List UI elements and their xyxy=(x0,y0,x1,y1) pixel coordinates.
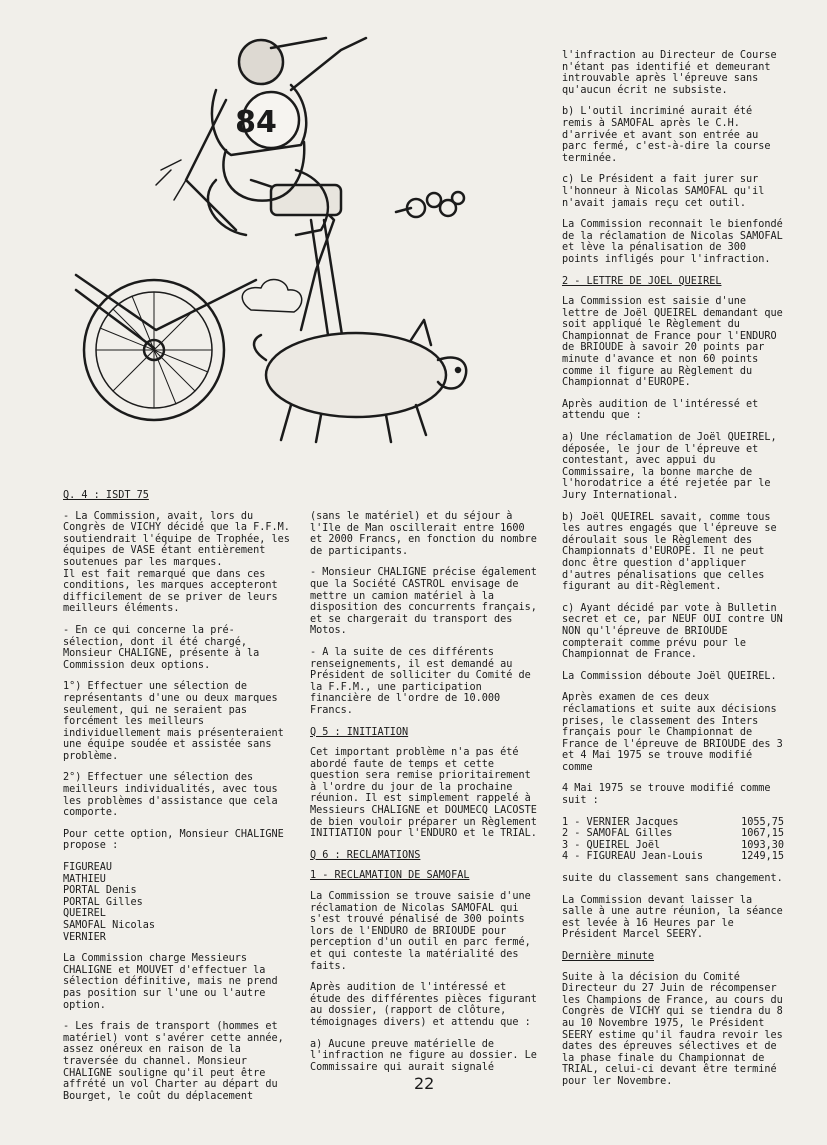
paragraph: La Commission reconnait le bienfondé de la réclamation de Nicolas SAMOFAL et lève la pénalisation de 300 points infligés pour l'infraction. xyxy=(562,219,783,265)
paragraph: - En ce qui concerne la pré-sélection, dont il été chargé, Monsieur CHALIGNE, présente à la Commission deux options. xyxy=(63,624,260,671)
paragraph: Pour cette option, Monsieur CHALIGNE propose : xyxy=(63,828,284,852)
column-right xyxy=(562,50,784,1098)
moto-cartoon-illustration xyxy=(66,30,486,450)
paragraph: suite du classement sans changement. xyxy=(562,873,783,885)
list-item: PORTAL Denis xyxy=(63,885,137,897)
paragraph: 2°) Effectuer une sélection des meilleurs individualités, avec tous les problèmes d'assistance que cela comporte. xyxy=(63,772,278,819)
column-middle xyxy=(310,511,537,1083)
ranking-name: 3 - QUEIREL Joël xyxy=(562,839,661,851)
paragraph: a) Aucune preuve matérielle de l'infraction ne figure au dossier. Le Commissaire qui aurait signalé xyxy=(310,1038,537,1073)
list-item: SAMOFAL Nicolas xyxy=(63,920,156,931)
paragraph: Après examen de ces deux réclamations et suite aux décisions prises, le classement des Inters français pour le Championnat de France de l'épreuve de BRIOUDE des 3 et 4 Mai 1975 se trouve modifié comme xyxy=(562,692,783,773)
ranking-name: 2 - SAMOFAL Gilles xyxy=(562,828,673,840)
paragraph: a) Une réclamation de Joël QUEIREL, déposée, le jour de l'épreuve et contestant, avec appui du Commissaire, la bonne marche de l'horodatrice a été rejetée par le Jury International. xyxy=(562,432,777,501)
heading-q6: Q 6 : RECLAMATIONS xyxy=(310,849,421,861)
ranking-row xyxy=(562,840,784,852)
list-item: QUEIREL xyxy=(63,908,106,920)
paragraph: La Commission se trouve saisie d'une réclamation de Nicolas SAMOFAL qui s'est trouvé pénalisé de 300 points lors de l'ENDURO de BRIOUDE pour perception d'un outil en parc fermé, et qui conteste la matérialité des faits. xyxy=(310,891,531,972)
page-number: 22 xyxy=(414,1074,435,1093)
paragraph: - Monsieur CHALIGNE précise également que la Société CASTROL envisage de mettre un camion matériel à la disposition des concurrents français, et se chargerait du transport des Motos. xyxy=(310,567,537,637)
paragraph: b) L'outil incriminé aurait été remis à SAMOFAL après le C.H. d'arrivée et avant son entrée au parc fermé, c'est-à-dire la course terminée. xyxy=(562,106,771,164)
paragraph: 4 Mai 1975 se trouve modifié comme suit : xyxy=(562,783,771,807)
ranking-list xyxy=(562,817,784,863)
heading-q4: Q. 4 : ISDT 75 xyxy=(63,490,149,501)
paragraph: b) Joël QUEIREL savait, comme tous les autres engagés que l'épreuve se déroulait sous le Règlement des Championnats d'EUROPE. Il ne peut donc être question d'appliquer d'autres pénalisations que celles figurant au dit-Règlement. xyxy=(562,511,777,593)
heading-q5: Q 5 : INITIATION xyxy=(310,726,409,738)
paragraph: La Commission déboute Joël QUEIREL. xyxy=(562,670,777,682)
subheading-derniere-minute: Dernière minute xyxy=(562,951,655,962)
paragraph: 1°) Effectuer une sélection de représentants d'une ou deux marques seulement, qui ne seraient pas forcément les meilleurs individuellement mais présenteraient une équipe soudée et assistée sans problème. xyxy=(63,681,284,762)
paragraph: La Commission est saisie d'une lettre de Joël QUEIREL demandant que soit appliqué le Règlement du Championnat de France pour l'ENDURO de BRIOUDE à savoir 20 points par minute d'avance et non 60 points comme il figure au Règlement du Championnat d'EUROPE. xyxy=(562,296,783,389)
paragraph: (sans le matériel) et du séjour à l'Ile de Man oscillerait entre 1600 et 2000 Francs, en fonction du nombre de participants. xyxy=(310,511,537,557)
list-item: FIGUREAU xyxy=(63,862,113,874)
ranking-row xyxy=(562,817,784,829)
subheading-queirel: 2 - LETTRE DE JOEL QUEIREL xyxy=(562,275,722,287)
paragraph: La Commission charge Messieurs CHALIGNE et MOUVET d'effectuer la sélection définitive, mais ne prend pas position sur l'une ou l'autre option. xyxy=(63,953,278,1011)
list-item: VERNIER xyxy=(63,931,106,943)
list-item: MATHIEU xyxy=(63,873,106,885)
paragraph: - La Commission, avait, lors du Congrès de VICHY décidé que la F.F.M. soutiendrait l'équipe de Trophée, les équipes de VASE étant entièrement soutenues par les marques. Il est fait remarqué que dans ces conditions, les marques accepteront difficilement de se priver de leurs meilleurs éléments. xyxy=(63,510,290,615)
paragraph: - A la suite de ces différents renseignements, il est demandé au Président de solliciter du Comité de la F.F.M., une participation financière de l'ordre de 10.000 Francs. xyxy=(310,646,531,716)
ranking-score: 1249,15 xyxy=(741,851,784,863)
rider-names-list xyxy=(63,862,295,943)
list-item: PORTAL Gilles xyxy=(63,896,143,908)
paragraph: l'infraction au Directeur de Course n'étant pas identifié et demeurant introuvable après l'épreuve sans qu'aucun écrit ne subsiste. xyxy=(562,50,777,96)
ranking-score: 1093,30 xyxy=(741,839,784,851)
paragraph: Après audition de l'intéressé et étude des différentes pièces figurant au dossier, (rapport de clôture, témoignages divers) et attendu que : xyxy=(310,982,537,1028)
ranking-score: 1055,75 xyxy=(741,816,784,828)
ranking-score: 1067,15 xyxy=(741,828,784,840)
rider-number: 84 xyxy=(235,105,277,140)
paragraph: La Commission devant laisser la salle à une autre réunion, la séance est levée à 16 Heures par le Président Marcel SEERY. xyxy=(562,894,783,941)
ranking-row xyxy=(562,828,784,840)
paragraph: - Les frais de transport (hommes et matériel) vont s'avérer cette année, assez onéreux en raison de la traversée du channel. Monsieur CHALIGNE souligne qu'il peut être affrété un vol Charter au départ du Bourget, le coût du déplacement xyxy=(63,1021,284,1102)
paragraph: Cet important problème n'a pas été abordé faute de temps et cette question sera remise prioritairement à l'ordre du jour de la prochaine réunion. Il est simplement rappelé à Messieurs CHALIGNE et DOUMECQ LACOSTE de bien vouloir préparer un Règlement INITIATION pour l'ENDURO et le TRIAL. xyxy=(310,747,537,840)
paragraph: c) Ayant décidé par vote à Bulletin secret et ce, par NEUF OUI contre UN NON qu'l'épreuve de BRIOUDE compterait comme prévu pour le Championnat de France. xyxy=(562,602,783,661)
paragraph: Après audition de l'intéressé et attendu que : xyxy=(562,398,759,422)
ranking-name: 1 - VERNIER Jacques xyxy=(562,816,679,828)
subheading-samofal: 1 - RECLAMATION DE SAMOFAL xyxy=(310,870,470,882)
ranking-row xyxy=(562,851,784,863)
column-left xyxy=(63,490,295,1112)
ranking-name: 4 - FIGUREAU Jean-Louis xyxy=(562,851,704,863)
paragraph: c) Le Président a fait jurer sur l'honneur à Nicolas SAMOFAL qu'il n'avait jamais reçu cet outil. xyxy=(562,174,765,209)
paragraph: Suite à la décision du Comité Directeur du 27 Juin de récompenser les Champions de France, au cours du Congrès de VICHY qui se tiendra du 8 au 10 Novembre 1975, le Président SEERY estime qu'il faudra revoir les dates des épreuves sélectives et de la phase finale du Championnat de TRIAL, celui-ci devant être terminé pour ler Novembre. xyxy=(562,971,783,1087)
